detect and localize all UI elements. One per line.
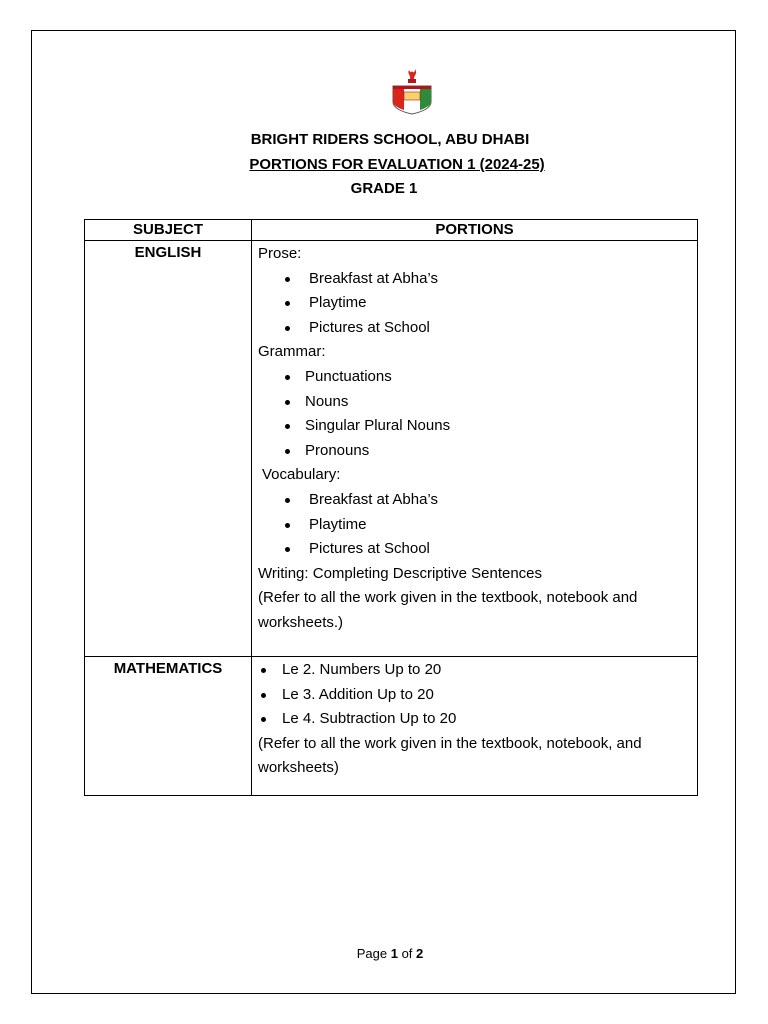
list-item: Le 4. Subtraction Up to 20 bbox=[258, 707, 697, 732]
list-item: Pictures at School bbox=[258, 316, 697, 341]
english-row bbox=[85, 241, 698, 657]
list-item: Singular Plural Nouns bbox=[258, 414, 697, 439]
portions-table bbox=[84, 219, 698, 796]
list-item: Pronouns bbox=[258, 439, 697, 464]
mathematics-row bbox=[85, 657, 698, 796]
school-name-heading: BRIGHT RIDERS SCHOOL, ABU DHABI bbox=[250, 131, 530, 148]
list-item: Le 3. Addition Up to 20 bbox=[258, 683, 697, 708]
list-item: Nouns bbox=[258, 390, 697, 415]
list-item: Playtime bbox=[258, 513, 697, 538]
english-reference-note: (Refer to all the work given in the textbook, notebook and worksheets.) bbox=[258, 589, 638, 631]
page-number: Page 1 of 2 bbox=[356, 946, 424, 961]
list-item: Breakfast at Abha’s bbox=[258, 488, 697, 513]
mathematics-subject-cell: MATHEMATICS bbox=[85, 657, 252, 796]
list-item: Playtime bbox=[258, 291, 697, 316]
english-portions-cell bbox=[252, 241, 698, 657]
subject-column-header: SUBJECT bbox=[85, 220, 252, 241]
list-item: Pictures at School bbox=[258, 537, 697, 562]
evaluation-heading: PORTIONS FOR EVALUATION 1 (2024-25) bbox=[249, 156, 545, 173]
table-header-row bbox=[85, 220, 698, 241]
prose-label: Prose: bbox=[258, 245, 302, 262]
grammar-label: Grammar: bbox=[258, 343, 326, 361]
list-item: Le 2. Numbers Up to 20 bbox=[258, 658, 697, 683]
english-subject-cell: ENGLISH bbox=[85, 241, 252, 657]
portions-column-header: PORTIONS bbox=[252, 220, 698, 241]
mathematics-reference-note: (Refer to all the work given in the textbook, notebook, and worksheets) bbox=[258, 734, 642, 777]
list-item: Breakfast at Abha’s bbox=[258, 267, 697, 292]
grade-heading: GRADE 1 bbox=[350, 180, 418, 197]
mathematics-portions-cell bbox=[252, 657, 698, 796]
vocabulary-label: Vocabulary: bbox=[262, 466, 341, 484]
school-crest-logo bbox=[390, 66, 434, 116]
writing-line: Writing: Completing Descriptive Sentences bbox=[258, 564, 543, 582]
list-item: Punctuations bbox=[258, 365, 697, 390]
